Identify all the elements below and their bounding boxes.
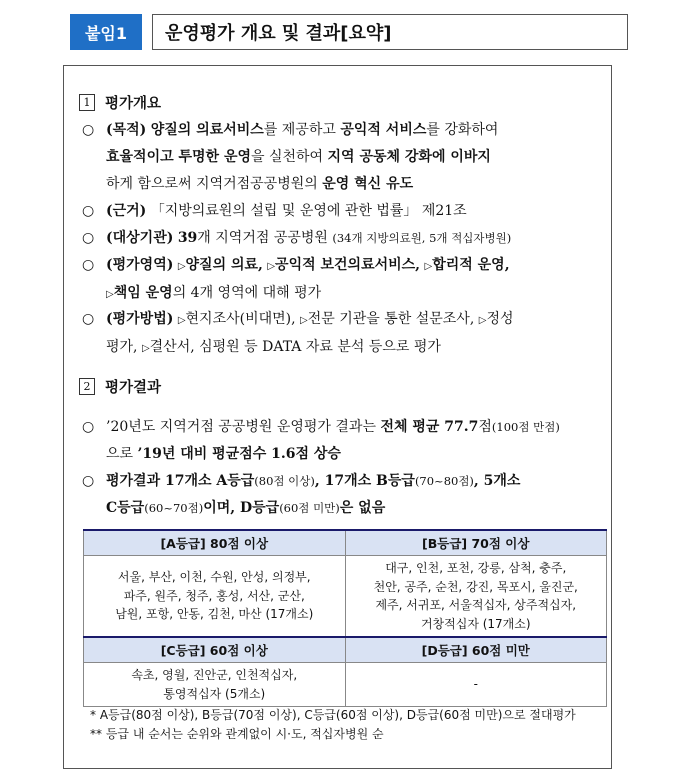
table-row xyxy=(84,637,607,663)
bullet-circle-icon: ○ xyxy=(82,419,95,435)
method-2: 전문 기관을 통한 설문조사, xyxy=(307,311,475,327)
page-title-text: 운영평가 개요 및 결과[요약] xyxy=(165,23,392,44)
section2-number: 2 xyxy=(79,378,95,395)
target-item xyxy=(82,225,607,252)
purpose-text-9: 운영 혁신 유도 xyxy=(322,176,414,192)
grade-b-cell xyxy=(345,556,607,638)
result2-text-5: , 5개소 xyxy=(473,473,521,489)
bullet-circle-icon: ○ xyxy=(82,203,95,219)
result2-text-10: 은 없음 xyxy=(339,500,386,516)
triangle-icon: ▷ xyxy=(267,261,276,272)
result1-text-5: 으로 xyxy=(106,446,138,462)
basis-text: 「지방의료원의 설립 및 운영에 관한 법률」 제21조 xyxy=(150,203,467,219)
purpose-text-1: 양질의 의료서비스 xyxy=(150,122,264,138)
grade-table xyxy=(83,529,607,707)
grade-b-line: 천안, 공주, 순천, 강진, 목포시, 울진군, xyxy=(373,579,578,594)
result2-text-8: 이며, D등급 xyxy=(203,500,280,516)
target-text: 개 지역거점 공공병원 xyxy=(197,230,328,246)
purpose-label: (목적) xyxy=(106,122,147,138)
purpose-text-6: 을 실천하여 xyxy=(251,149,328,165)
grade-b-line: 대구, 인천, 포천, 강릉, 삼척, 충주, xyxy=(385,561,567,575)
method-3: 정성 xyxy=(486,311,514,327)
result1-text-2: 전체 평균 77.7 xyxy=(380,419,479,435)
bullet-circle-icon: ○ xyxy=(82,473,95,489)
triangle-icon: ▷ xyxy=(424,261,433,272)
grade-b-line: 거창적십자 (17개소) xyxy=(420,616,531,631)
result2-text-4: (70~80점) xyxy=(414,474,474,488)
grade-c-cell xyxy=(84,663,346,707)
result1-text-4: (100점 만점) xyxy=(491,420,560,434)
triangle-icon: ▷ xyxy=(141,343,150,354)
section1-heading xyxy=(79,92,161,113)
method-1: 현지조사(비대면), xyxy=(185,311,296,327)
purpose-text-7: 지역 공동체 강화에 이바지 xyxy=(327,149,491,165)
area-3: 합리적 운영, xyxy=(432,257,510,273)
footnotes xyxy=(90,706,576,744)
purpose-text-5: 효율적이고 투명한 운영 xyxy=(106,149,251,165)
grade-c-line: 속초, 영월, 진안군, 인천적십자, xyxy=(131,668,298,682)
target-label: (대상기관) xyxy=(106,230,174,246)
table-row xyxy=(84,556,607,638)
bullet-circle-icon: ○ xyxy=(82,230,95,246)
area-item xyxy=(82,252,607,308)
purpose-text-8: 하게 함으로써 지역거점공공병원의 xyxy=(106,176,323,192)
section2-title: 평가결과 xyxy=(105,379,162,396)
bullet-circle-icon: ○ xyxy=(82,122,95,138)
purpose-item xyxy=(82,117,607,198)
triangle-icon: ▷ xyxy=(478,315,487,326)
result2-text-7: (60~70점) xyxy=(144,501,204,515)
purpose-text-3: 공익적 서비스 xyxy=(340,122,427,138)
grade-d-cell: - xyxy=(345,663,607,707)
bullet-circle-icon: ○ xyxy=(82,311,95,327)
triangle-icon: ▷ xyxy=(177,261,186,272)
method-4: 결산서, 심평원 등 DATA 자료 분석 등으로 평가 xyxy=(149,339,441,355)
grade-d-header: [D등급] 60점 미만 xyxy=(345,637,607,663)
area-label: (평가영역) xyxy=(106,257,174,273)
section2-heading xyxy=(79,376,161,397)
result1-text-6: ’19년 대비 평균점수 1.6점 상승 xyxy=(137,446,341,462)
attachment-badge: 붙임1 xyxy=(70,14,142,50)
section1-title: 평가개요 xyxy=(105,95,162,112)
grade-b-line: 제주, 서귀포, 서울적십자, 상주적십자, xyxy=(375,598,577,612)
area-4: 책임 운영 xyxy=(113,285,173,301)
bullet-circle-icon: ○ xyxy=(82,257,95,273)
method-3b: 평가, xyxy=(106,339,138,355)
grade-a-line: 남원, 포항, 안동, 김천, 마산 (17개소) xyxy=(115,607,314,622)
grade-a-line: 파주, 원주, 청주, 홍성, 서산, 군산, xyxy=(123,588,305,603)
footnote-1: * A등급(80점 이상), B등급(70점 이상), C등급(60점 이상), D등급(60점 미만)으로 절대평가 xyxy=(90,708,576,722)
purpose-text-2: 를 제공하고 xyxy=(263,122,341,138)
method-item xyxy=(82,306,607,362)
result-item-1 xyxy=(82,414,607,468)
result2-text-1: 평가결과 17개소 A등급 xyxy=(106,473,255,489)
purpose-text-4: 를 강화하여 xyxy=(426,122,499,138)
result-item-2 xyxy=(82,468,607,522)
result2-text-2: (80점 이상) xyxy=(254,474,315,488)
grade-c-header: [C등급] 60점 이상 xyxy=(84,637,346,663)
target-note: (34개 지방의료원, 5개 적십자병원) xyxy=(332,231,512,245)
area-tail: 의 4개 영역에 대해 평가 xyxy=(172,285,322,301)
triangle-icon: ▷ xyxy=(177,315,186,326)
result2-text-3: , 17개소 B등급 xyxy=(314,473,415,489)
grade-a-cell xyxy=(84,556,346,638)
grade-a-line: 서울, 부산, 이천, 수원, 안성, 의정부, xyxy=(117,570,311,585)
area-1: 양질의 의료, xyxy=(185,257,263,273)
area-2: 공익적 보건의료서비스, xyxy=(275,257,421,273)
footnote-2: ** 등급 내 순서는 순위와 관계없이 시·도, 적십자병원 순 xyxy=(90,727,384,741)
table-row xyxy=(84,530,607,556)
grade-b-header: [B등급] 70점 이상 xyxy=(345,530,607,556)
header xyxy=(70,14,628,50)
result1-text-1: ’20년도 지역거점 공공병원 운영평가 결과는 xyxy=(106,419,381,435)
basis-label: (근거) xyxy=(106,203,147,219)
page-title xyxy=(152,14,628,50)
method-label: (평가방법) xyxy=(106,311,174,327)
table-row xyxy=(84,663,607,707)
triangle-icon: ▷ xyxy=(106,289,114,300)
result1-text-3: 점 xyxy=(478,419,492,435)
section1-number: 1 xyxy=(79,94,95,111)
basis-item xyxy=(82,198,607,225)
grade-a-header: [A등급] 80점 이상 xyxy=(84,530,346,556)
triangle-icon: ▷ xyxy=(300,315,308,326)
result2-text-9: (60점 미만) xyxy=(279,501,340,515)
result2-text-6: C등급 xyxy=(106,500,145,516)
grade-c-line: 통영적십자 (5개소) xyxy=(163,686,266,701)
target-count: 39 xyxy=(177,230,198,246)
